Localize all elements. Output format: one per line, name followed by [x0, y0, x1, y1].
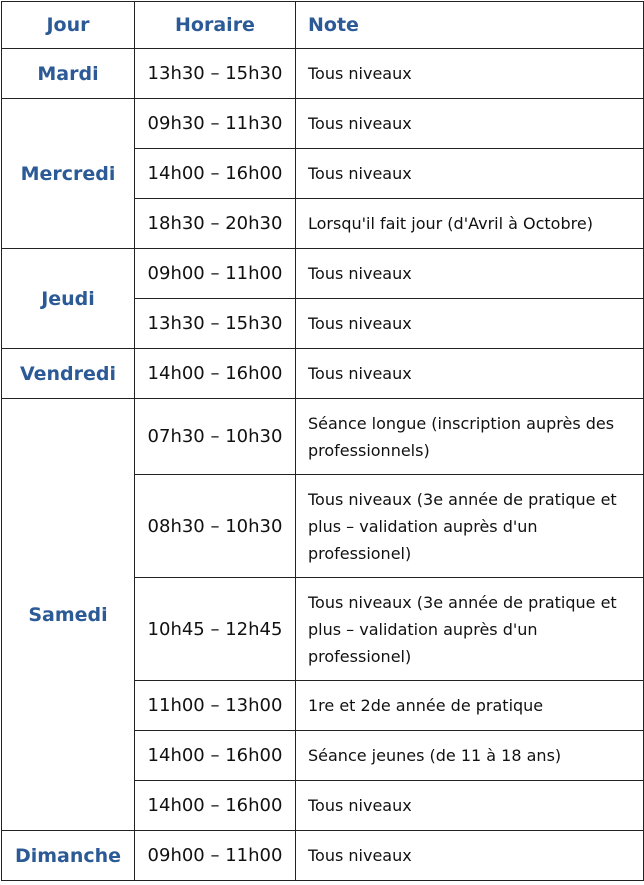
header-jour: Jour [2, 2, 135, 49]
time-cell: 09h00 – 11h00 [135, 831, 296, 881]
time-cell: 13h30 – 15h30 [135, 299, 296, 349]
note-cell: Séance jeunes (de 11 à 18 ans) [296, 731, 644, 781]
header-horaire: Horaire [135, 2, 296, 49]
day-cell-vendredi: Vendredi [2, 349, 135, 399]
day-cell-mardi: Mardi [2, 49, 135, 99]
note-cell: Lorsqu'il fait jour (d'Avril à Octobre) [296, 199, 644, 249]
note-cell: Tous niveaux [296, 49, 644, 99]
table-row [2, 831, 644, 881]
note-cell: Séance longue (inscription auprès des professionnels) [296, 399, 644, 475]
table-row [2, 49, 644, 99]
table-row [2, 99, 644, 149]
table-row [2, 249, 644, 299]
time-cell: 14h00 – 16h00 [135, 349, 296, 399]
schedule-table [1, 1, 644, 881]
time-cell: 14h00 – 16h00 [135, 781, 296, 831]
note-cell: Tous niveaux [296, 831, 644, 881]
note-cell: Tous niveaux [296, 349, 644, 399]
table-row [2, 349, 644, 399]
time-cell: 18h30 – 20h30 [135, 199, 296, 249]
note-cell: Tous niveaux [296, 99, 644, 149]
day-cell-dimanche: Dimanche [2, 831, 135, 881]
time-cell: 13h30 – 15h30 [135, 49, 296, 99]
note-cell: Tous niveaux (3e année de pratique et plus – validation auprès d'un professionel) [296, 578, 644, 681]
day-cell-samedi: Samedi [2, 399, 135, 831]
time-cell: 14h00 – 16h00 [135, 731, 296, 781]
time-cell: 10h45 – 12h45 [135, 578, 296, 681]
note-cell: 1re et 2de année de pratique [296, 681, 644, 731]
time-cell: 14h00 – 16h00 [135, 149, 296, 199]
time-cell: 09h30 – 11h30 [135, 99, 296, 149]
note-cell: Tous niveaux [296, 299, 644, 349]
time-cell: 07h30 – 10h30 [135, 399, 296, 475]
time-cell: 08h30 – 10h30 [135, 475, 296, 578]
table-row [2, 399, 644, 475]
day-cell-jeudi: Jeudi [2, 249, 135, 349]
header-note: Note [296, 2, 644, 49]
time-cell: 11h00 – 13h00 [135, 681, 296, 731]
note-cell: Tous niveaux [296, 149, 644, 199]
note-cell: Tous niveaux [296, 781, 644, 831]
time-cell: 09h00 – 11h00 [135, 249, 296, 299]
note-cell: Tous niveaux [296, 249, 644, 299]
day-cell-mercredi: Mercredi [2, 99, 135, 249]
header-row [2, 2, 644, 49]
note-cell: Tous niveaux (3e année de pratique et plus – validation auprès d'un professionel) [296, 475, 644, 578]
